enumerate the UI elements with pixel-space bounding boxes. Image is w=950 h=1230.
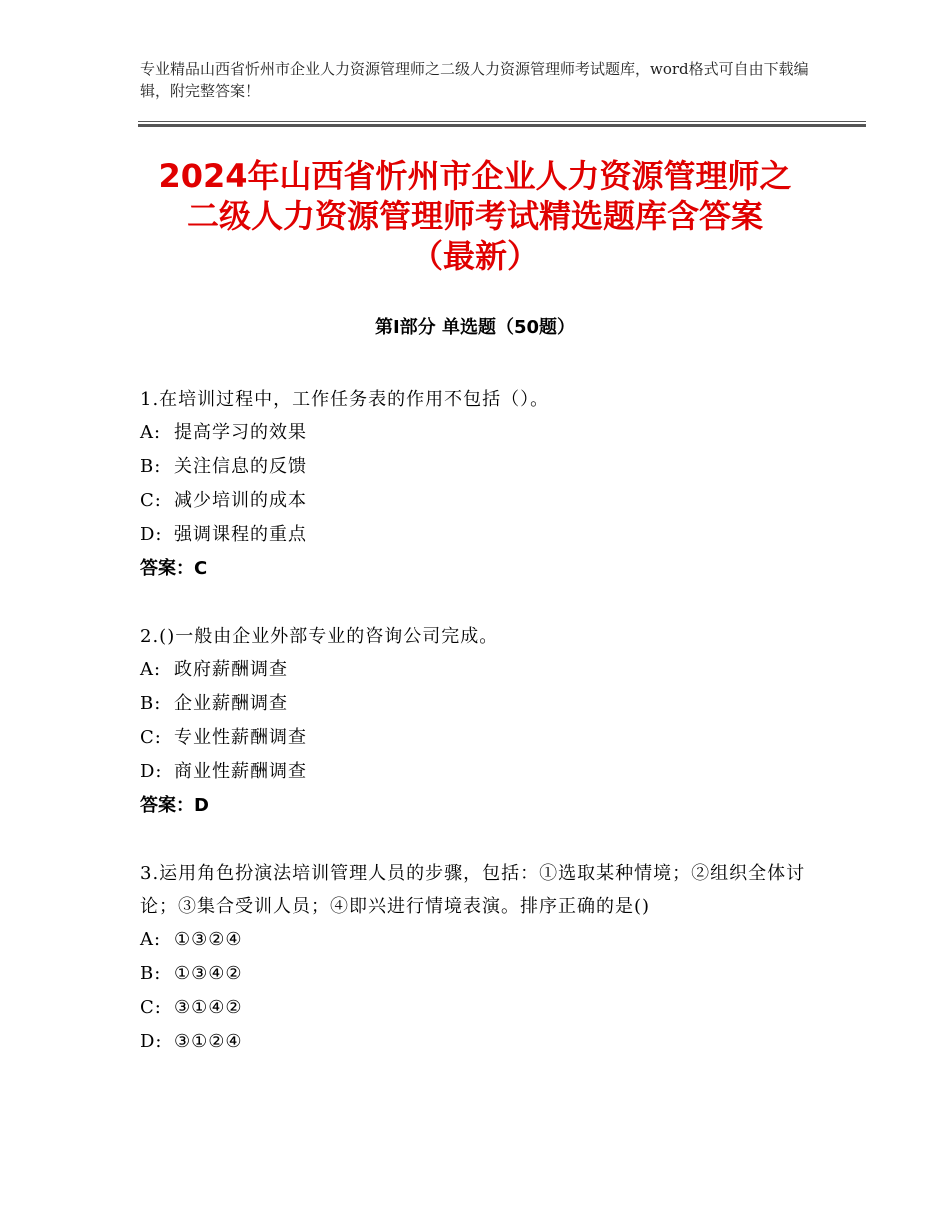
- question-1: [140, 383, 820, 586]
- question-stem: 2.()一般由企业外部专业的咨询公司完成。: [140, 626, 499, 647]
- option-c: [140, 991, 820, 1025]
- option-text: 企业薪酬调查: [174, 693, 288, 714]
- option-letter: A:: [140, 659, 162, 680]
- option-letter: C:: [140, 727, 162, 748]
- header-divider-thick: [138, 124, 866, 127]
- answer-label: 答案：: [140, 558, 194, 579]
- question-list: [140, 383, 820, 1093]
- option-d: [140, 755, 820, 789]
- option-c: [140, 484, 820, 518]
- option-text: ③①②④: [174, 1031, 243, 1052]
- document-title: [100, 156, 850, 276]
- option-text: 商业性薪酬调查: [174, 761, 307, 782]
- title-line-2: 二级人力资源管理师考试精选题库含答案: [186, 197, 763, 235]
- option-letter: D:: [140, 761, 163, 782]
- option-text: 关注信息的反馈: [174, 456, 307, 477]
- option-text: ①③②④: [174, 929, 243, 950]
- option-text: ③①④②: [174, 997, 243, 1018]
- option-d: [140, 1025, 820, 1059]
- question-stem: 3.运用角色扮演法培训管理人员的步骤，包括：①选取某种情境；②组织全体讨论；③集合受训人员；④即兴进行情境表演。排序正确的是(): [140, 863, 806, 917]
- option-text: 专业性薪酬调查: [174, 727, 307, 748]
- option-text: 强调课程的重点: [174, 524, 307, 545]
- option-d: [140, 518, 820, 552]
- option-letter: B:: [140, 963, 162, 984]
- option-b: [140, 450, 820, 484]
- option-letter: C:: [140, 997, 162, 1018]
- header-divider-thin: [138, 121, 866, 122]
- question-stem: 1.在培训过程中，工作任务表的作用不包括（）。: [140, 389, 550, 410]
- answer-line: [140, 789, 820, 823]
- option-c: [140, 721, 820, 755]
- option-text: ①③④②: [174, 963, 243, 984]
- option-letter: A:: [140, 929, 162, 950]
- option-letter: D:: [140, 1031, 163, 1052]
- option-letter: D:: [140, 524, 163, 545]
- option-text: 减少培训的成本: [174, 490, 307, 511]
- answer-value: D: [194, 795, 209, 816]
- title-line-1: 2024年山西省忻州市企业人力资源管理师之: [158, 157, 792, 195]
- option-letter: B:: [140, 456, 162, 477]
- title-line-3: （最新）: [410, 237, 539, 275]
- option-a: [140, 416, 820, 450]
- answer-value: C: [194, 558, 208, 579]
- answer-label: 答案：: [140, 795, 194, 816]
- option-b: [140, 687, 820, 721]
- question-2: [140, 620, 820, 823]
- option-letter: A:: [140, 422, 162, 443]
- option-letter: B:: [140, 693, 162, 714]
- option-text: 提高学习的效果: [174, 422, 307, 443]
- question-3: [140, 857, 820, 1059]
- option-text: 政府薪酬调查: [174, 659, 288, 680]
- section-title: 第Ⅰ部分 单选题（50题）: [374, 317, 575, 338]
- option-b: [140, 957, 820, 991]
- option-letter: C:: [140, 490, 162, 511]
- answer-line: [140, 552, 820, 586]
- option-a: [140, 923, 820, 957]
- option-a: [140, 653, 820, 687]
- header-note: 专业精品山西省忻州市企业人力资源管理师之二级人力资源管理师考试题库，word格式可自由下载编辑，附完整答案！: [140, 60, 809, 100]
